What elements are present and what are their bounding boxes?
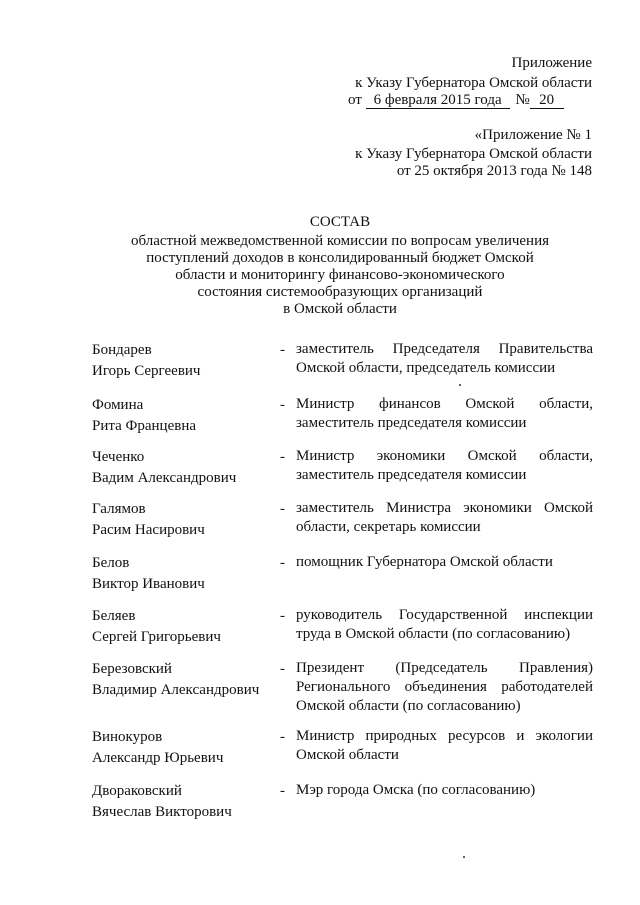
decree-number: 20 <box>530 92 564 109</box>
decree-reference: к Указу Губернатора Омской области <box>355 75 592 91</box>
scan-speck <box>459 384 461 386</box>
member-bondarev <box>92 340 597 380</box>
member-role: Министр экономики Омской области, заместитель председателя комиссии <box>296 448 593 483</box>
from-label: от <box>348 92 362 108</box>
member-dash: - <box>280 783 285 799</box>
member-name: Фомина Рита Францевна <box>92 397 197 434</box>
prev-decree-date: от 25 октября 2013 года № 148 <box>396 163 592 179</box>
member-name: Беляев Сергей Григорьевич <box>92 608 221 645</box>
member-name: Бондарев Игорь Сергеевич <box>92 342 201 379</box>
member-dvorakovsky <box>92 781 597 821</box>
member-fomina <box>92 395 597 435</box>
member-role: заместитель Председателя Правительства Омской области, председатель комиссии <box>296 341 593 376</box>
member-name: Чеченко Вадим Александрович <box>92 449 237 486</box>
member-role: руководитель Государственной инспекции труда в Омской области (по согласованию) <box>296 607 593 642</box>
member-galyamov <box>92 499 597 539</box>
member-berezovsky <box>92 659 597 714</box>
member-dash: - <box>280 555 285 571</box>
member-name: Белов Виктор Иванович <box>92 555 205 592</box>
member-name: Березовский Владимир Александрович <box>92 661 260 698</box>
member-chechenko <box>92 447 597 487</box>
title-line-5: в Омской области <box>283 301 397 317</box>
scan-speck <box>463 856 465 858</box>
member-role: Министр природных ресурсов и экологии Омской области <box>296 728 593 763</box>
document-heading: СОСТАВ <box>309 214 371 230</box>
number-label: № <box>515 92 530 108</box>
member-belov <box>92 553 597 593</box>
member-role: Мэр города Омска (по согласованию) <box>296 782 536 798</box>
member-role: Министр финансов Омской области, заместитель председателя комиссии <box>296 396 593 431</box>
member-role: Президент (Председатель Правления) Регионального объединения работодателей Омской области (по согласованию) <box>296 660 593 714</box>
member-dash: - <box>280 342 285 358</box>
member-dash: - <box>280 661 285 677</box>
member-dash: - <box>280 608 285 624</box>
member-dash: - <box>280 729 285 745</box>
title-line-1: областной межведомственной комиссии по вопросам увеличения <box>130 233 550 249</box>
prev-appendix-label: «Приложение № 1 <box>474 127 592 143</box>
decree-date: 6 февраля 2015 года <box>366 92 510 109</box>
member-belyaev <box>92 606 597 646</box>
member-name: Винокуров Александр Юрьевич <box>92 729 224 766</box>
member-dash: - <box>280 397 285 413</box>
title-line-2: поступлений доходов в консолидированный бюджет Омской <box>146 250 534 266</box>
member-name: Двораковский Вячеслав Викторович <box>92 783 232 820</box>
title-line-3: области и мониторингу финансово-экономического <box>175 267 505 283</box>
member-vinokurov <box>92 727 597 767</box>
member-dash: - <box>280 449 285 465</box>
member-dash: - <box>280 501 285 517</box>
member-name: Галямов Расим Насирович <box>92 501 205 538</box>
prev-decree-reference: к Указу Губернатора Омской области <box>355 146 592 162</box>
appendix-label: Приложение <box>511 55 592 71</box>
member-role: помощник Губернатора Омской области <box>296 554 553 570</box>
decree-date-line <box>348 91 564 109</box>
member-role: заместитель Министра экономики Омской области, секретарь комиссии <box>296 500 593 535</box>
title-line-4: состояния системообразующих организаций <box>197 284 483 300</box>
